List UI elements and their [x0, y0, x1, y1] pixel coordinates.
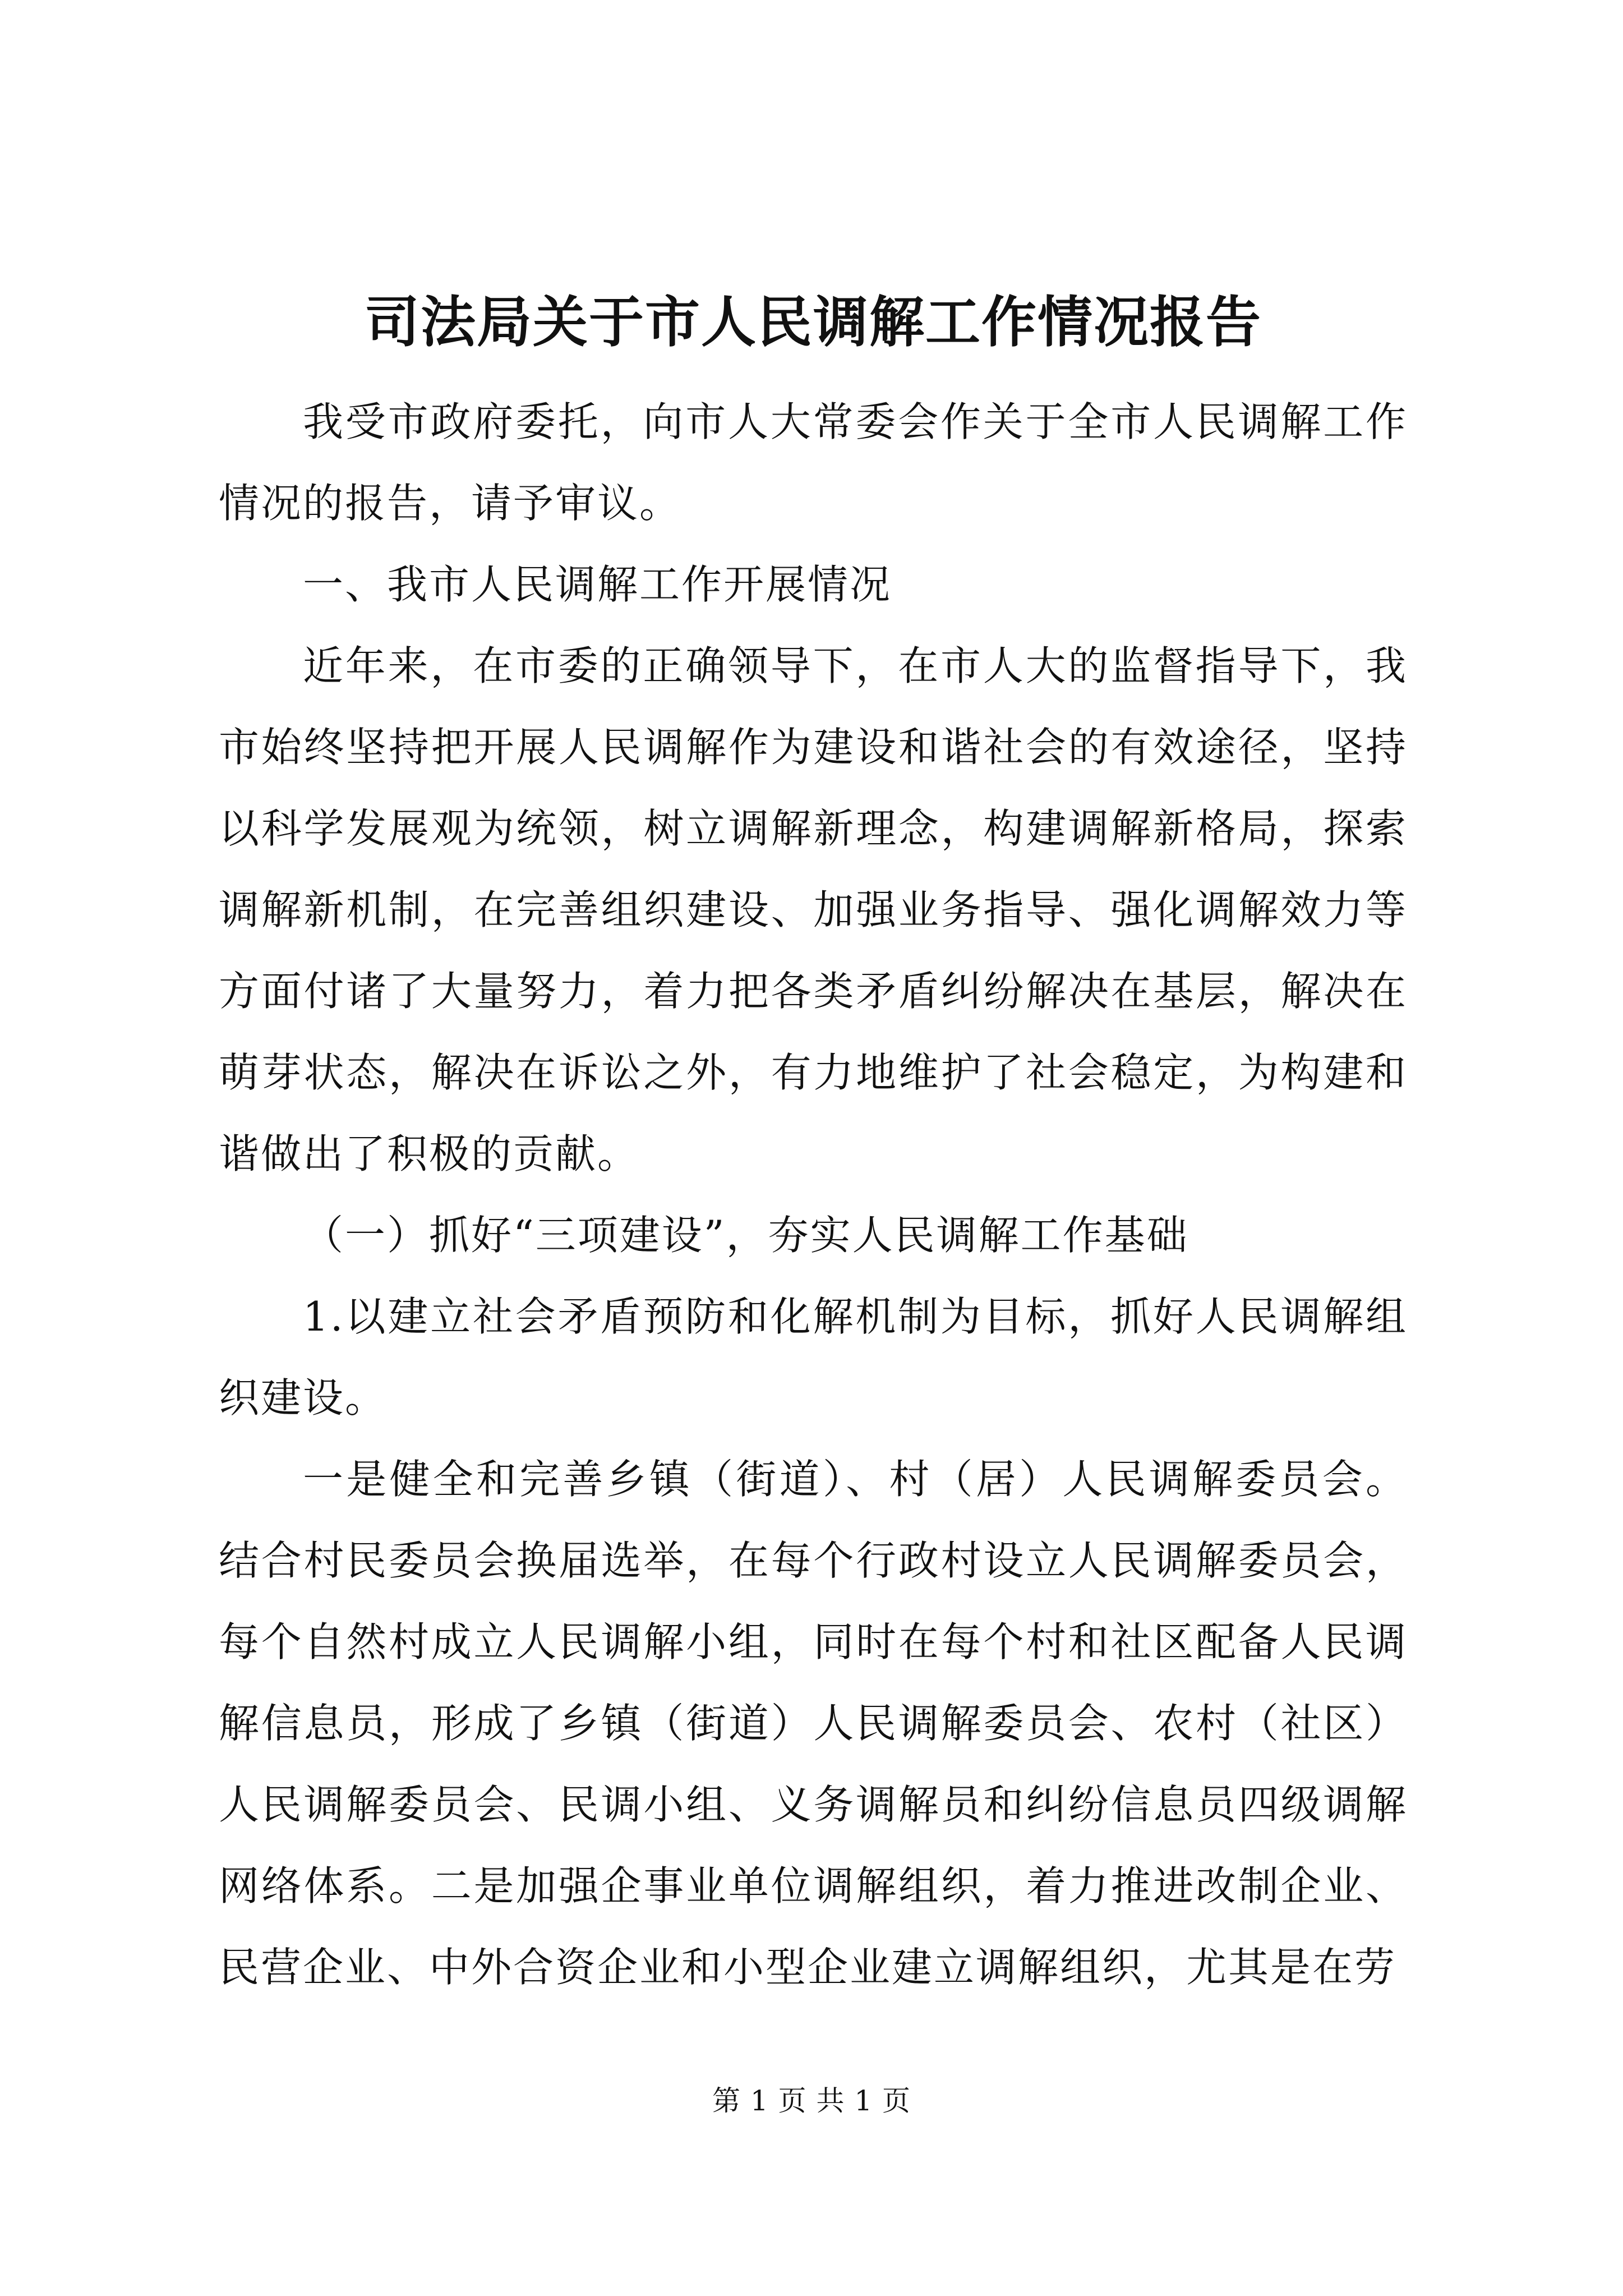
- paragraph-overview: 近年来，在市委的正确领导下，在市人大的监督指导下，我市始终坚持把开展人民调解作为建设和谐社会的有效途径，坚持以科学发展观为统领，树立调解新理念，构建调解新格局，探索调解新机制，在完善组织建设、加强业务指导、强化调解效力等方面付诸了大量努力，着力把各类矛盾纠纷解决在基层，解决在萌芽状态，解决在诉讼之外，有力地维护了社会稳定，为构建和谐做出了积极的贡献。: [219, 642, 1408, 1177]
- item-heading-1: 1.以建立社会矛盾预防和化解机制为目标，抓好人民调解组织建设。: [219, 1293, 1408, 1421]
- page-footer: 第 1 页 共 1 页: [712, 2085, 911, 2117]
- section-heading-1: 一、我市人民调解工作开展情况: [303, 561, 892, 608]
- document-body: [219, 381, 1408, 2008]
- paragraph-intro: 我受市政府委托，向市人大常委会作关于全市人民调解工作情况的报告，请予审议。: [219, 398, 1408, 527]
- subsection-heading-1: （一）抓好“三项建设”，夯实人民调解工作基础: [303, 1212, 1189, 1259]
- document-title: 司法局关于市人民调解工作情况报告: [364, 290, 1262, 355]
- paragraph-organization: 一是健全和完善乡镇（街道）、村（居）人民调解委员会。结合村民委员会换届选举，在每个行政村设立人民调解委员会，每个自然村成立人民调解小组，同时在每个村和社区配备人民调解信息员，形成了乡镇（街道）人民调解委员会、农村（社区）人民调解委员会、民调小组、义务调解员和纠纷信息员四级调解网络体系。二是加强企事业单位调解组织，着力推进改制企业、民营企业、中外合资企业和小型企业建立调解组织，尤其是在劳: [219, 1456, 1408, 1991]
